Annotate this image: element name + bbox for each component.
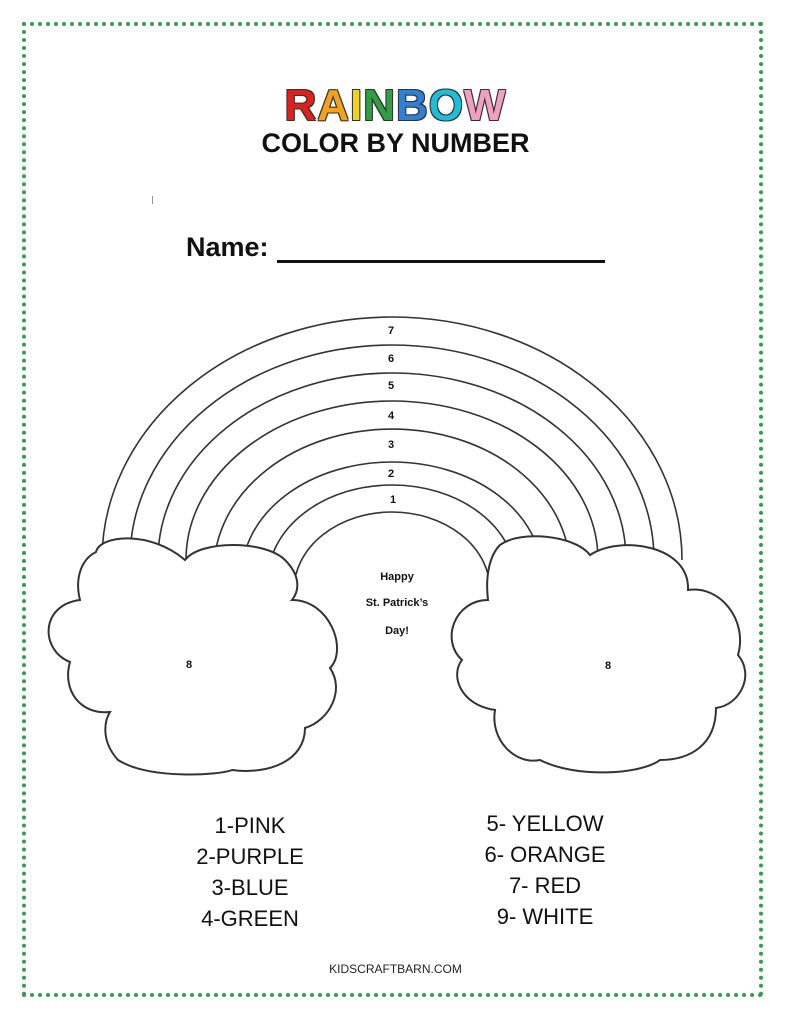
legend-item: 1-PINK	[214, 813, 286, 838]
color-legend-right	[470, 808, 620, 932]
band-number-2: 2	[387, 468, 395, 480]
page-subtitle: COLOR BY NUMBER	[261, 128, 530, 158]
center-text-line: Day!	[385, 625, 409, 637]
band-number-5: 5	[387, 380, 395, 392]
band-number-6: 6	[387, 353, 395, 365]
band-number-1: 1	[389, 494, 397, 506]
left-cloud	[49, 538, 337, 774]
right-cloud	[452, 536, 746, 772]
title-letter: I	[350, 81, 364, 130]
band-number-7: 7	[387, 325, 395, 337]
name-label: Name:	[186, 232, 269, 262]
legend-item: 6- ORANGE	[484, 842, 606, 867]
legend-item: 3-BLUE	[211, 875, 289, 900]
title-letter: O	[428, 81, 465, 130]
legend-item: 4-GREEN	[201, 906, 299, 931]
center-text-line: Happy	[380, 571, 414, 583]
legend-item: 9- WHITE	[496, 904, 594, 929]
legend-item: 5- YELLOW	[486, 811, 604, 836]
center-text-line: St. Patrick’s	[365, 597, 429, 609]
legend-item: 2-PURPLE	[196, 844, 304, 869]
title-letter: B	[396, 81, 429, 130]
cloud-number-right: 8	[604, 660, 612, 672]
footer-site-credit: KIDSCRAFTBARN.COM	[329, 962, 462, 976]
title-letter: A	[317, 81, 350, 130]
band-number-3: 3	[387, 439, 395, 451]
title-letter: N	[363, 81, 397, 130]
title-letter: R	[284, 81, 318, 130]
title-letter: W	[464, 81, 507, 130]
color-legend-left	[190, 810, 310, 934]
rainbow-arc	[130, 345, 654, 560]
cloud-number-left: 8	[185, 659, 193, 671]
legend-item: 7- RED	[508, 873, 582, 898]
band-number-4: 4	[387, 410, 395, 422]
